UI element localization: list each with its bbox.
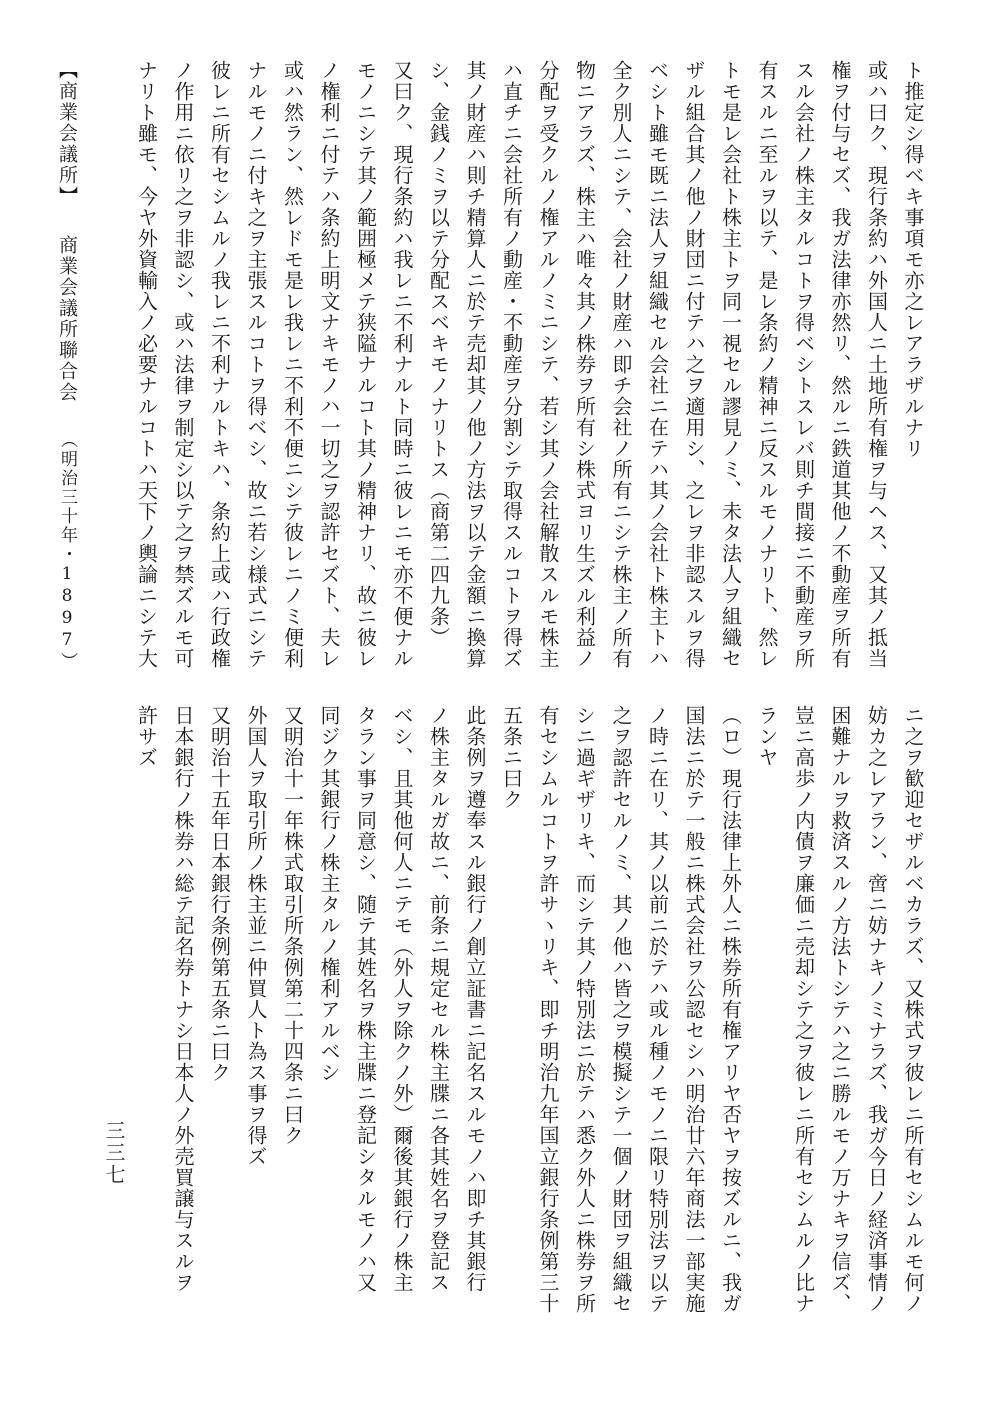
top-text-line: 物ニアラズ、株主ハ唯々其ノ株券ヲ所有シ株式ヨリ生ズル利益ノ (572, 60, 597, 669)
bottom-text-line: 日本銀行ノ株券ハ総テ記名券トナシ日本人ノ外売買譲与スルヲ (171, 705, 195, 1293)
bottom-text-line: 之ヲ認許セルノミ、其ノ他ハ皆之ヲ模擬シテ一個ノ財団ヲ組織セ (609, 705, 633, 1314)
top-text-line: モノニシテ其ノ範囲極メテ狭隘ナルコト其ノ精神ナリ、故ニ彼レ (353, 60, 378, 669)
top-text-line: トモ是レ会社ト株主トヲ同一視セル謬見ノミ、未タ法人ヲ組織セ (718, 60, 743, 669)
top-text-line: 或ハ然ラン、然レドモ是レ我レニ不利不便ニシテ彼レニノミ便利 (280, 60, 305, 669)
source-year: （明治三十年・1897） (57, 431, 77, 671)
top-text-line: シ、金銭ノミヲ以テ分配スベキモノナリトス（商第二四九条） (426, 60, 451, 648)
bottom-text-line: 又明治十一年株式取引所条例第二十四条ニ曰ク (280, 705, 305, 1146)
top-text-line: 其ノ財産ハ則チ精算人ニ於テ売却其ノ他ノ方法ヲ以テ金額ニ換算 (463, 60, 487, 669)
bottom-text-line: 同ジク其銀行ノ株主タルノ権利アルベシ (317, 705, 341, 1083)
top-text-line: ナルモノニ付キ之ヲ主張スルコトヲ得ベシ、故ニ若シ様式ニシテ (244, 60, 268, 669)
top-text-line: ベシト雖モ既ニ法人ヲ組織セル会社ニ在テハ其ノ会社ト株主トハ (645, 60, 670, 669)
bottom-text-line: 又明治十五年日本銀行条例第五条ニ曰ク (207, 705, 232, 1083)
bottom-text-line: 外国人ヲ取引所ノ株主並ニ仲買人ト為ス事ヲ得ズ (244, 705, 268, 1167)
bottom-text-line: 困難ナルヲ救済スルノ方法トシテハ之ニ勝ルモノ万ナキヲ信ズ、 (828, 705, 852, 1314)
bottom-text-line: 許サズ (134, 705, 159, 768)
bottom-text-line: 妨カ之レアラン、啻ニ妨ナキノミナラズ、我ガ今日ノ経済事情ノ (864, 705, 889, 1314)
top-text-line: ノ作用ニ依リ之ヲ非認シ、或ハ法律ヲ制定シ以テ之ヲ禁ズルモ可 (171, 60, 195, 669)
top-text-line: ナリト雖モ、今ヤ外資輸入ノ必要ナルコトハ天下ノ輿論ニシテ大 (134, 60, 159, 669)
top-text-line: 分配ヲ受クルノ権アルノミニシテ、若シ其ノ会社解散スルモ株主 (536, 60, 560, 669)
top-text-line: ノ権利ニ付テハ条約上明文ナキモノハ一切之ヲ認許セズト、夫レ (317, 60, 341, 669)
top-text-block (81, 60, 931, 670)
bottom-text-line: （ロ）現行法律上外人ニ株券所有権アリヤ否ヤヲ按ズルニ、我ガ (718, 705, 743, 1314)
top-text-line: 権ヲ付与セズ、我ガ法律亦然リ、然ルニ鉄道其他ノ不動産ヲ所有 (828, 60, 852, 669)
bottom-text-line: 豈ニ高歩ノ内債ヲ廉価ニ売却シテ之ヲ彼レニ所有セシムルノ比ナ (791, 705, 816, 1314)
bottom-text-line: 有セシムルコトヲ許サヽリキ、即チ明治九年国立銀行条例第三十 (536, 705, 560, 1314)
bottom-text-line: 五条ニ曰ク (499, 705, 524, 810)
top-text-line: スル会社ノ株主タルコトヲ得ベシトスレバ則チ間接ニ不動産ヲ所 (791, 60, 816, 669)
source-label: 【商業会議所】 (56, 60, 78, 207)
source-citation (52, 60, 82, 671)
top-text-line: 彼レニ所有セシムルノ我レニ不利ナルトキハ、条約上或ハ行政権 (207, 60, 232, 669)
bottom-text-line: ランヤ (755, 705, 779, 768)
bottom-text-block (81, 705, 931, 1315)
top-text-line: ザル組合其ノ他ノ財団ニ付テハ之ヲ適用シ、之レヲ非認スルヲ得 (682, 60, 706, 669)
bottom-text-line: タラン事ヲ同意シ、随テ其姓名ヲ株主牒ニ登記シタルモノハ又 (353, 705, 378, 1293)
bottom-text-line: 国法ニ於テ一般ニ株式会社ヲ公認セシハ明治廿六年商法一部実施 (682, 705, 706, 1314)
bottom-text-line: ベシ、且其他何人ニテモ（外人ヲ除クノ外）爾後其銀行ノ株主 (390, 705, 414, 1293)
top-text-line: 或ハ曰ク、現行条約ハ外国人ニ土地所有権ヲ与ヘス、又其ノ抵当 (864, 60, 889, 669)
top-text-line: 全ク別人ニシテ、会社ノ財産ハ即チ会社ノ所有ニシテ株主ノ所有 (609, 60, 633, 669)
bottom-text-line: 此条例ヲ遵奉スル銀行ノ創立証書ニ記名スルモノハ即チ其銀行 (463, 705, 487, 1293)
bottom-text-line: ノ株主タルガ故ニ、前条ニ規定セル株主牒ニ各其姓名ヲ登記ス (426, 705, 451, 1293)
page-number: 三三七 (102, 1120, 126, 1186)
source-organization: 商業会議所聯合会 (56, 235, 78, 403)
top-text-line: 有スルニ至ルヲ以テ、是レ条約ノ精神ニ反スルモノナリト、然レ (755, 60, 779, 669)
top-text-line: ハ直チニ会社所有ノ動産・不動産ヲ分割シテ取得スルコトヲ得ズ (499, 60, 524, 669)
top-text-line: 又曰ク、現行条約ハ我レニ不利ナルト同時ニ彼レニモ亦不便ナル (390, 60, 414, 669)
bottom-text-line: ニ之ヲ歓迎セザルベカラズ、又株式ヲ彼レニ所有セシムルモ何ノ (901, 705, 925, 1314)
bottom-text-line: ノ時ニ在リ、其ノ以前ニ於テハ或ル種ノモノニ限リ特別法ヲ以テ (645, 705, 670, 1314)
top-text-line: ト推定シ得ベキ事項モ亦之レアラザルナリ (901, 60, 925, 459)
bottom-text-line: シニ過ギザリキ、而シテ其ノ特別法ニ於テハ悉ク外人ニ株券ヲ所 (572, 705, 597, 1314)
